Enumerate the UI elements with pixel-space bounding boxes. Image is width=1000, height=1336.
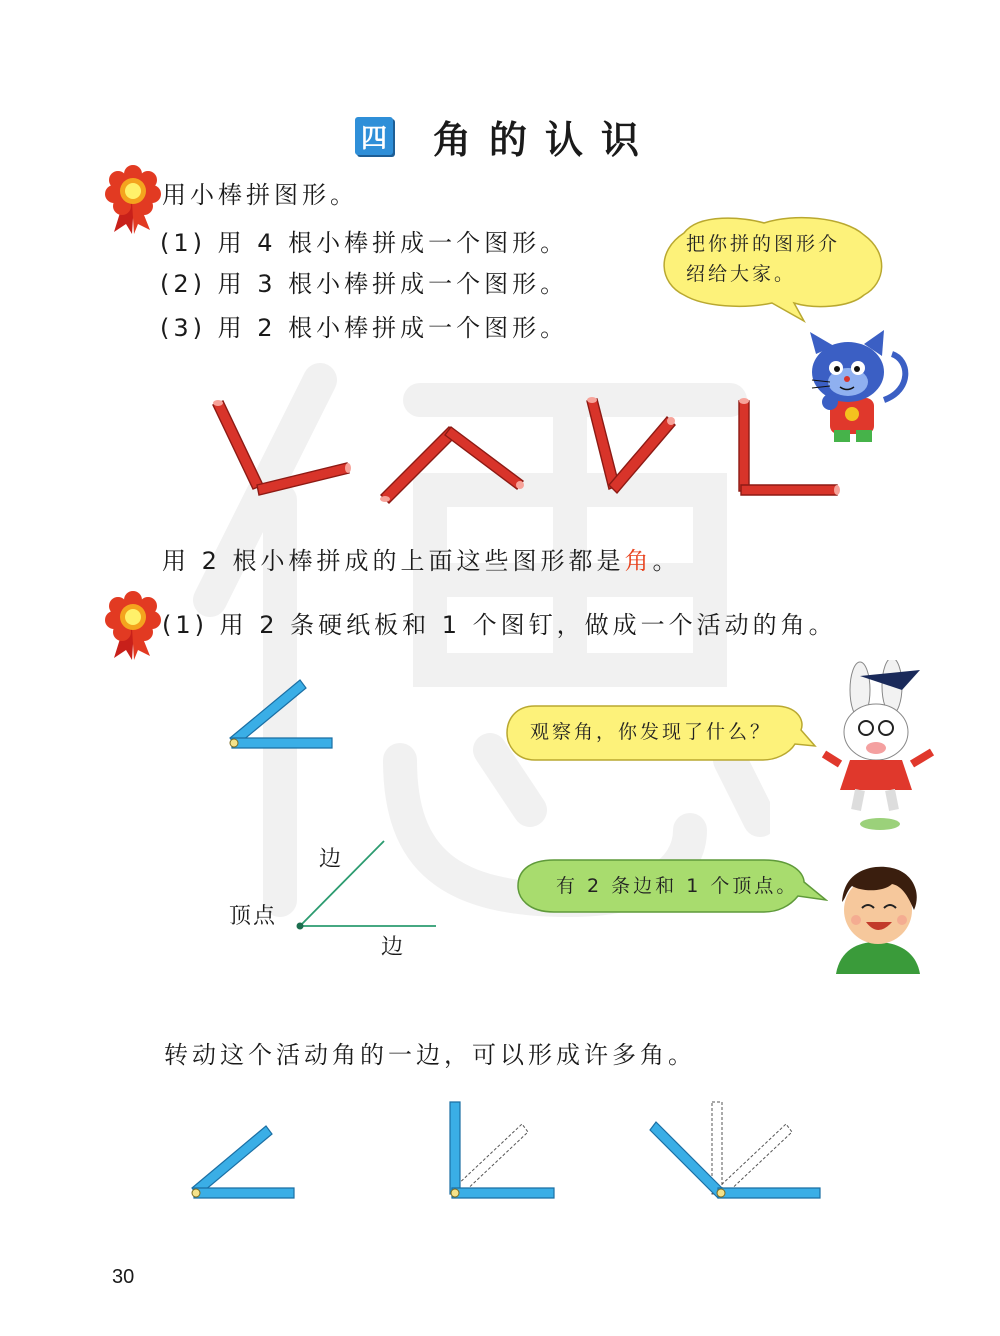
stick-angles [195, 385, 855, 510]
page-header [355, 108, 657, 164]
rotating-angles [182, 1090, 832, 1205]
label-side-top: 边 [319, 847, 344, 872]
section1-conclusion [162, 541, 681, 576]
conclusion-text: 用 2 根小棒拼成的上面这些图形都是 [162, 547, 625, 575]
list-item: (1) 用 4 根小棒拼成一个图形。 [160, 229, 569, 257]
page-number: 30 [112, 1266, 135, 1288]
section2-instruction: (1) 用 2 条硬纸板和 1 个图钉，做成一个活动的角。 [162, 611, 837, 639]
chapter-badge: 四 [355, 117, 393, 155]
cardboard-angle [222, 670, 342, 755]
list-item: (3) 用 2 根小棒拼成一个图形。 [160, 314, 569, 342]
rosette-icon [104, 164, 162, 234]
page-title: 角的认识 [433, 117, 658, 162]
label-side-bottom: 边 [381, 935, 406, 960]
bubble-text-line: 把你拼的图形介 [686, 233, 841, 255]
bubble-observe-text: 观察角，你发现了什么？ [530, 721, 773, 743]
bubble-text-line: 绍给大家。 [686, 263, 797, 285]
section1-instruction: 用小棒拼图形。 [162, 181, 358, 209]
bubble-answer-text: 有 2 条边和 1 个顶点。 [556, 875, 799, 897]
list-item: (2) 用 3 根小棒拼成一个图形。 [160, 270, 569, 298]
rabbit-character-icon [820, 660, 950, 835]
rosette-icon [104, 590, 162, 660]
boy-character-icon [832, 862, 922, 974]
label-vertex: 顶点 [229, 904, 278, 929]
angle-diagram [290, 835, 450, 935]
rotate-instruction: 转动这个活动角的一边，可以形成许多角。 [164, 1041, 696, 1069]
angle-term: 角 [624, 547, 653, 575]
conclusion-punct: 。 [652, 547, 681, 575]
